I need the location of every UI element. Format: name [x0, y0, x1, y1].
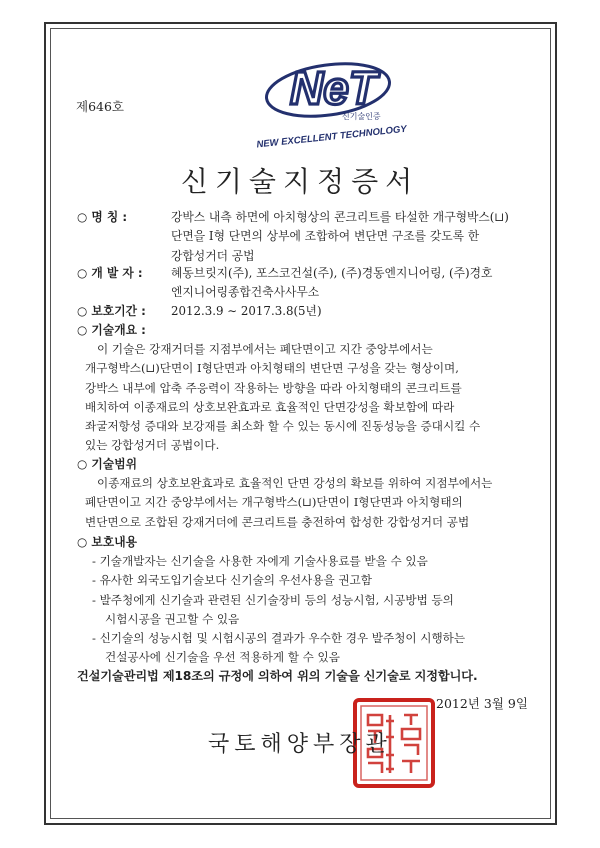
protection-item-line: - 발주청에게 신기술과 관련된 신기술장비 등의 성능시험, 시공방법 등의	[92, 592, 454, 607]
issuer-name: 국토해양부장관	[208, 732, 392, 757]
overview-line: 있는 강합성거더 공법이다.	[85, 438, 220, 453]
developer-label: ○ 개 발 자 :	[77, 266, 143, 280]
scope-line: 폐단면이고 지간 중앙부에서는 개구형박스(⊔)단면이 I형단면과 아치형태의	[85, 495, 463, 510]
protection-label: ○ 보호내용	[77, 535, 137, 549]
net-logo-graphic	[238, 48, 418, 148]
logo-english-text: NEW EXCELLENT TECHNOLOGY	[255, 123, 408, 148]
declaration: 건설기술관리법 제18조의 규정에 의하여 위의 기술을 신기술로 지정합니다.	[77, 669, 478, 683]
name-value	[171, 208, 543, 266]
developer-value	[171, 264, 543, 303]
overview-line: 강박스 내부에 압축 주응력이 작용하는 방향을 따라 아치형태의 콘크리트를	[85, 380, 462, 395]
net-logo	[238, 48, 418, 148]
period-label: ○ 보호기간 :	[77, 304, 146, 318]
scope-text	[85, 474, 537, 532]
name-line: 단면을 I형 단면의 상부에 조합하여 변단면 구조를 갖도록 한	[171, 229, 480, 244]
developer-line: 엔지니어링종합건축사사무소	[171, 285, 320, 300]
certificate-title: 신기술지정증서	[180, 165, 420, 198]
protection-item	[92, 629, 540, 668]
certificate-number: 제646호	[76, 99, 125, 114]
name-label: ○ 명 칭 :	[77, 210, 128, 224]
name-line: 강합성거더 공법	[171, 248, 255, 263]
scope-label: ○ 기술범위	[77, 457, 137, 471]
logo-korean-text: 신기술인증	[342, 112, 381, 121]
scope-line: 이종재료의 상호보완효과로 효율적인 단면 강성의 확보를 위하여 지점부에서는	[97, 476, 493, 490]
overview-line: 배치하여 이종재료의 상호보완효과로 효율적인 단면강성을 확보함에 따라	[85, 399, 455, 414]
overview-line: 좌굴저항성 증대와 보강재를 최소화 할 수 있는 동시에 진동성능을 증대시킬 수	[85, 419, 481, 434]
overview-label: ○ 기술개요 :	[77, 323, 146, 337]
issue-date: 2012년 3월 9일	[436, 696, 528, 711]
developer-line: 혜동브릿지(주), 포스코건설(주), (주)경동엔지니어링, (주)경호	[171, 266, 493, 280]
protection-item-line: 건설공사에 신기술을 우선 적용하게 할 수 있음	[105, 650, 340, 665]
overview-text	[85, 340, 537, 456]
protection-item: - 유사한 외국도입기술보다 신기술의 우선사용을 권고함	[92, 573, 372, 588]
protection-item: - 기술개발자는 신기술을 사용한 자에게 기술사용료를 받을 수 있음	[92, 554, 428, 568]
protection-list	[92, 552, 540, 668]
protection-item-line: - 신기술의 성능시험 및 시험시공의 결과가 우수한 경우 발주청이 시행하는	[92, 631, 466, 646]
period-value: 2012.3.9 ∼ 2017.3.8(5년)	[171, 304, 322, 318]
overview-line: 개구형박스(⊔)단면이 I형단면과 아치형태의 변단면 구성을 갖는 형상이며,	[85, 361, 459, 376]
overview-line: 이 기술은 강재거더를 지점부에서는 폐단면이고 지간 중앙부에서는	[97, 342, 433, 356]
name-line: 강박스 내측 하면에 아치형상의 콘크리트를 타설한 개구형박스(⊔)	[171, 210, 509, 224]
logo-main-text: NeT	[290, 62, 377, 114]
protection-item-line: 시험시공을 권고할 수 있음	[105, 611, 240, 626]
protection-item	[92, 591, 540, 630]
scope-line: 변단면으로 조합된 강재거더에 콘크리트를 충전하여 합성한 강합성거더 공법	[85, 514, 470, 529]
